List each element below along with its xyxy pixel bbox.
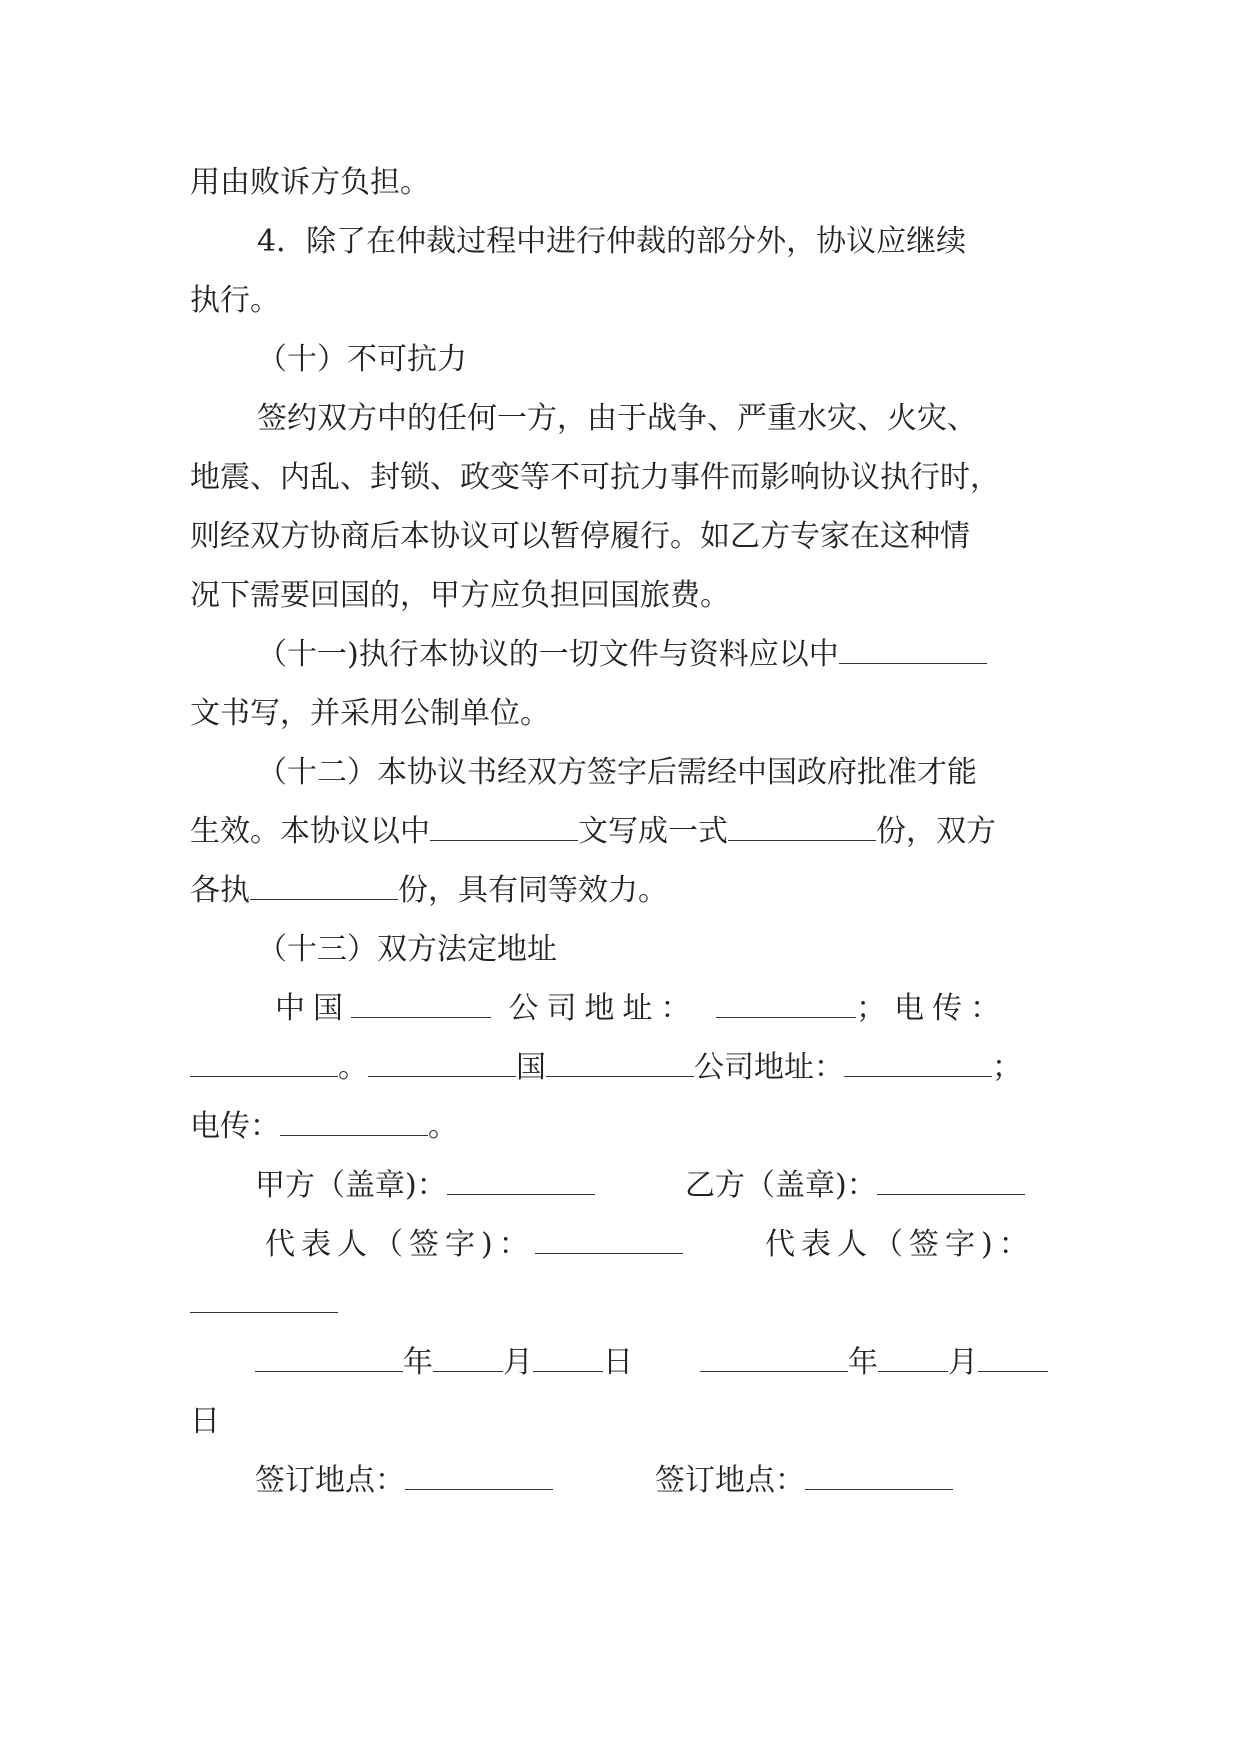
text: （十）不可抗力 bbox=[257, 342, 467, 377]
date-line-a bbox=[255, 1343, 633, 1383]
text-line bbox=[190, 1107, 458, 1147]
blank-field[interactable] bbox=[728, 816, 876, 841]
text-line bbox=[190, 871, 668, 911]
text: 签订地点： bbox=[255, 1463, 405, 1498]
text: 况下需要回国的，甲方应负担回国旅费。 bbox=[190, 578, 730, 613]
text-line bbox=[257, 222, 966, 262]
text-line bbox=[190, 1284, 338, 1324]
blank-field[interactable] bbox=[878, 1347, 948, 1372]
text: （十三）双方法定地址 bbox=[257, 932, 557, 967]
text: （十一)执行本协议的一切文件与资料应以中 bbox=[257, 637, 839, 672]
text: 文写成一式 bbox=[578, 814, 728, 849]
text-line bbox=[190, 458, 1000, 498]
text: 。 bbox=[428, 1109, 458, 1144]
text: 签订地点： bbox=[655, 1463, 805, 1498]
blank-field[interactable] bbox=[533, 1347, 603, 1372]
text-line bbox=[190, 1048, 1022, 1088]
text: 中国 bbox=[275, 991, 351, 1026]
text-line bbox=[190, 281, 280, 321]
party-b-seal-line bbox=[685, 1166, 1025, 1206]
blank-field[interactable] bbox=[535, 1229, 683, 1254]
text: 月 bbox=[503, 1345, 533, 1380]
blank-field[interactable] bbox=[405, 1465, 553, 1490]
text: ； bbox=[992, 1050, 1022, 1085]
blank-field[interactable] bbox=[805, 1465, 953, 1490]
blank-field[interactable] bbox=[280, 1111, 428, 1136]
text: 地震、内乱、封锁、政变等不可抗力事件而影响协议执行时， bbox=[190, 460, 1000, 495]
text-line bbox=[190, 517, 970, 557]
blank-field[interactable] bbox=[877, 1170, 1025, 1195]
blank-field[interactable] bbox=[430, 816, 578, 841]
section-heading bbox=[257, 930, 557, 970]
party-a-representative-line bbox=[265, 1225, 683, 1265]
text: 年 bbox=[848, 1345, 878, 1380]
blank-field[interactable] bbox=[447, 1170, 595, 1195]
text: 年 bbox=[403, 1345, 433, 1380]
blank-field[interactable] bbox=[700, 1347, 848, 1372]
text-line bbox=[257, 635, 987, 675]
text-line bbox=[275, 989, 1008, 1029]
party-a-seal-line bbox=[255, 1166, 595, 1206]
text: 电传： bbox=[190, 1109, 280, 1144]
text: 。 bbox=[338, 1050, 368, 1085]
text: 公司地址： bbox=[508, 991, 699, 1026]
text: 国 bbox=[516, 1050, 546, 1085]
party-b-representative-line bbox=[765, 1225, 1035, 1265]
text-line bbox=[190, 812, 996, 852]
text: 文书写，并采用公制单位。 bbox=[190, 696, 550, 731]
text: 4．除了在仲裁过程中进行仲裁的部分外，协议应继续 bbox=[257, 224, 967, 259]
text: 乙方（盖章)： bbox=[685, 1168, 877, 1203]
text-line bbox=[190, 1402, 220, 1442]
blank-field[interactable] bbox=[433, 1347, 503, 1372]
text-line bbox=[257, 399, 977, 439]
text: ；电传： bbox=[856, 991, 1009, 1026]
blank-field[interactable] bbox=[250, 875, 398, 900]
signing-place-a bbox=[255, 1461, 553, 1501]
text: 代表人（签字)： bbox=[265, 1227, 535, 1262]
text: 日 bbox=[190, 1404, 220, 1439]
blank-field[interactable] bbox=[978, 1347, 1048, 1372]
blank-field[interactable] bbox=[546, 1052, 694, 1077]
blank-field[interactable] bbox=[368, 1052, 516, 1077]
text-line bbox=[190, 694, 550, 734]
date-line-b bbox=[700, 1343, 1048, 1383]
section-heading bbox=[257, 340, 467, 380]
text-line bbox=[190, 163, 430, 203]
text: 代表人（签字)： bbox=[765, 1227, 1035, 1262]
text: 生效。本协议以中 bbox=[190, 814, 430, 849]
text: 公司地址： bbox=[694, 1050, 844, 1085]
text: 日 bbox=[603, 1345, 633, 1380]
blank-field[interactable] bbox=[844, 1052, 992, 1077]
text: 签约双方中的任何一方，由于战争、严重水灾、火灾、 bbox=[257, 401, 977, 436]
text: 甲方（盖章)： bbox=[255, 1168, 447, 1203]
signing-place-b bbox=[655, 1461, 953, 1501]
text: 执行。 bbox=[190, 283, 280, 318]
text: 用由败诉方负担。 bbox=[190, 165, 430, 200]
blank-field[interactable] bbox=[716, 993, 856, 1018]
text-line bbox=[190, 576, 730, 616]
blank-field[interactable] bbox=[839, 639, 987, 664]
blank-field[interactable] bbox=[190, 1288, 338, 1313]
text: 则经双方协商后本协议可以暂停履行。如乙方专家在这种情 bbox=[190, 519, 970, 554]
blank-field[interactable] bbox=[351, 993, 491, 1018]
text-line bbox=[257, 753, 977, 793]
text: 份，双方 bbox=[876, 814, 996, 849]
text: 份，具有同等效力。 bbox=[398, 873, 668, 908]
text: （十二）本协议书经双方签字后需经中国政府批准才能 bbox=[257, 755, 977, 790]
text: 月 bbox=[948, 1345, 978, 1380]
text: 各执 bbox=[190, 873, 250, 908]
blank-field[interactable] bbox=[190, 1052, 338, 1077]
blank-field[interactable] bbox=[255, 1347, 403, 1372]
